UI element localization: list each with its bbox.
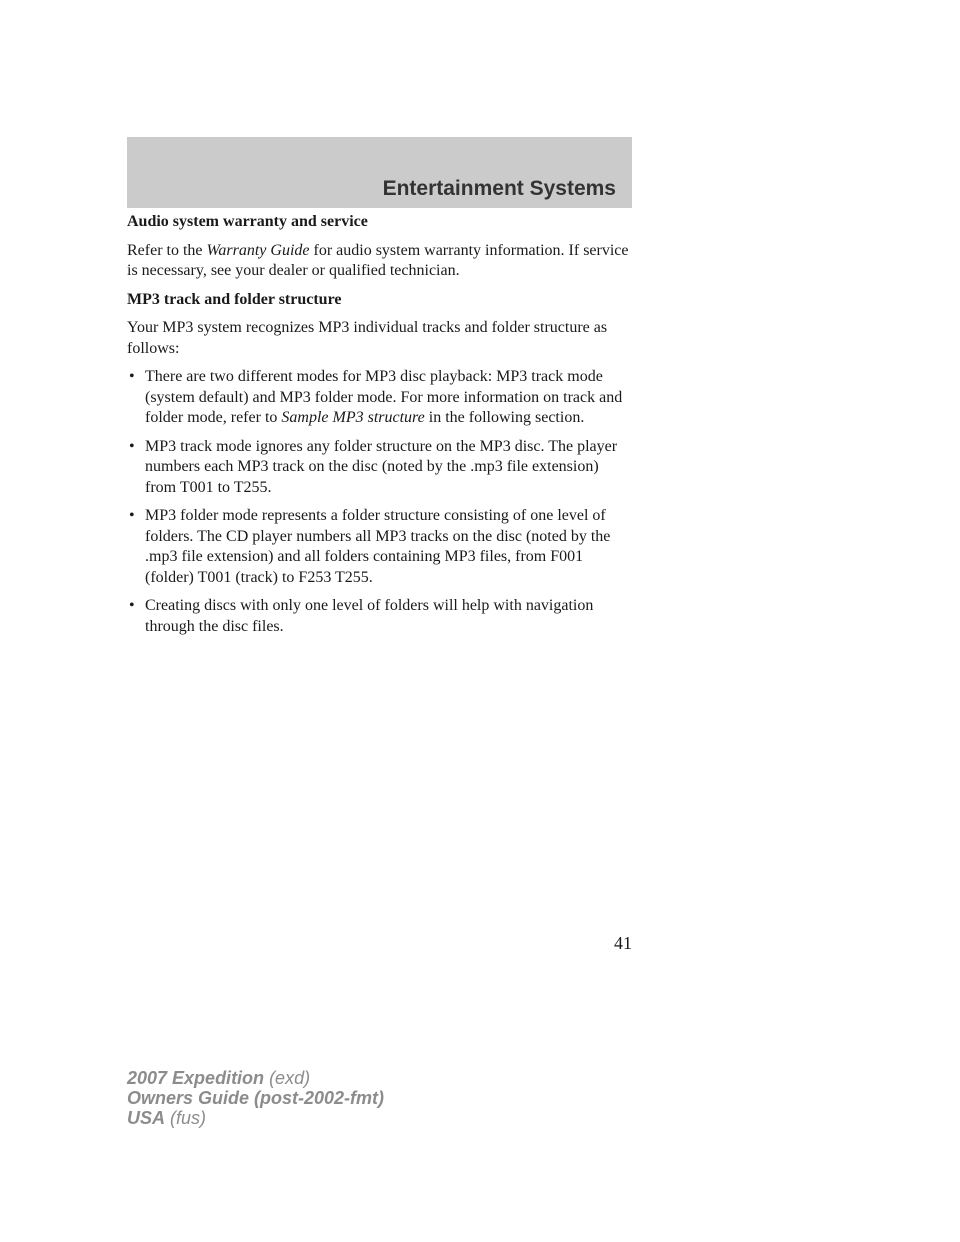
list-item-text: MP3 folder mode represents a folder structure consisting of one level of folders. The CD player numbers all MP3 tracks on the disc (noted by the .mp3 file extension) and all folders containing MP3 files, from F001 (folder) T001 (track) to F253 T255. [145, 507, 611, 586]
footer-line-2 [127, 1088, 384, 1108]
footer-market-code: (fus) [165, 1108, 207, 1128]
list-item-text: Creating discs with only one level of folders will help with navigation through the disc files. [145, 597, 594, 635]
list-item [127, 367, 632, 429]
paragraph-text: Refer to the [127, 241, 207, 259]
bullet-icon: • [129, 437, 135, 455]
section-title: Entertainment Systems [382, 177, 616, 200]
sample-structure-reference: Sample MP3 structure [281, 409, 425, 426]
paragraph-warranty [127, 241, 632, 282]
paragraph-text: for audio system warranty information. If service is necessary, see your dealer or qualified technician. [127, 241, 629, 279]
document-footer [127, 1068, 384, 1128]
heading-mp3-structure: MP3 track and folder structure [127, 290, 342, 308]
heading-warranty: Audio system warranty and service [127, 213, 368, 230]
mp3-bullet-list [127, 367, 632, 637]
page-number: 41 [614, 933, 632, 953]
paragraph-mp3-intro: Your MP3 system recognizes MP3 individual tracks and folder structure as follows: [127, 319, 608, 357]
list-item [127, 596, 632, 637]
list-item [127, 437, 632, 499]
footer-line-3 [127, 1108, 384, 1128]
list-item-text: in the following section. [424, 409, 585, 426]
warranty-guide-reference: Warranty Guide [206, 241, 310, 259]
footer-market: USA [127, 1108, 166, 1128]
bullet-icon: • [129, 597, 135, 614]
bullet-icon: • [129, 507, 135, 524]
bullet-icon: • [129, 368, 135, 385]
footer-guide-format: Owners Guide (post-2002-fmt) [127, 1088, 385, 1108]
page-content [127, 212, 632, 645]
list-item-text: There are two different modes for MP3 disc playback: MP3 track mode (system default) and MP3 folder mode. For more information on track and folder mode, refer to [145, 368, 623, 426]
footer-model-code: (exd) [264, 1068, 311, 1088]
section-header-band [127, 137, 632, 208]
footer-model: 2007 Expedition [127, 1068, 265, 1088]
footer-line-1 [127, 1068, 384, 1088]
list-item-text: MP3 track mode ignores any folder structure on the MP3 disc. The player numbers each MP3 track on the disc (noted by the .mp3 file extension) from T001 to T255. [145, 437, 618, 496]
list-item [127, 506, 632, 588]
